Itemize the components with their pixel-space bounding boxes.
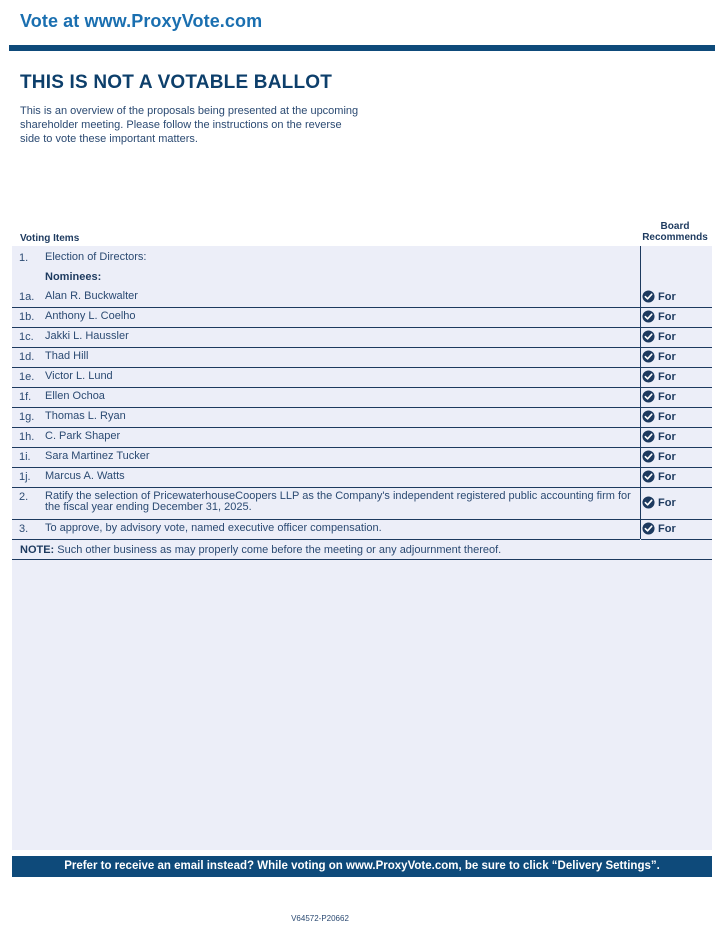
ballot-note — [20, 544, 501, 556]
board-recommendation — [642, 470, 676, 483]
item-number: 1h. — [19, 431, 35, 443]
item-number: 3. — [19, 523, 29, 535]
recommendation-label: For — [658, 522, 676, 535]
nominee-row — [12, 347, 712, 367]
proposal-2-row — [12, 487, 712, 519]
check-circle-icon — [642, 350, 655, 363]
proxyvote-link[interactable]: Vote at www.ProxyVote.com — [20, 11, 263, 31]
recommendation-label: For — [658, 370, 676, 383]
header-rule — [9, 45, 715, 51]
item-text: C. Park Shaper — [45, 430, 121, 442]
item-number: 2. — [19, 491, 29, 503]
nominee-row — [12, 307, 712, 327]
row-rule — [641, 539, 712, 540]
recommendation-label: For — [658, 410, 676, 423]
item-text: Sara Martinez Tucker — [45, 450, 150, 462]
item-text: Alan R. Buckwalter — [45, 290, 138, 302]
item-text: Jakki L. Haussler — [45, 330, 129, 342]
page-title: THIS IS NOT A VOTABLE BALLOT — [20, 72, 333, 93]
item-text: Thomas L. Ryan — [45, 410, 126, 422]
note-label: NOTE: — [20, 544, 55, 556]
board-header-line: Board — [660, 221, 690, 232]
board-recommendation — [642, 350, 676, 363]
item-text: Ratify the selection of PricewaterhouseCoopers LLP as the Company's independent registered public accounting firm for the fiscal year ending December 31, 2025. — [45, 490, 631, 513]
nominee-row — [12, 467, 712, 487]
check-circle-icon — [642, 290, 655, 303]
nominee-row — [12, 407, 712, 427]
item-number: 1b. — [19, 311, 35, 323]
board-recommends-header — [638, 221, 712, 243]
check-circle-icon — [642, 390, 655, 403]
check-circle-icon — [642, 496, 655, 509]
item-number: 1e. — [19, 371, 35, 383]
row-rule — [12, 539, 640, 540]
board-recommendation — [642, 430, 676, 443]
nominee-row — [12, 327, 712, 347]
recommendation-label: For — [658, 450, 676, 463]
recommendation-label: For — [658, 310, 676, 323]
item-number: 1g. — [19, 411, 35, 423]
nominee-row — [12, 287, 712, 307]
item-text: Anthony L. Coelho — [45, 310, 136, 322]
recommendation-label: For — [658, 350, 676, 363]
item-number: 1c. — [19, 331, 34, 343]
item-text: To approve, by advisory vote, named executive officer compensation. — [45, 522, 382, 534]
recommends-header-line: Recommends — [642, 232, 708, 243]
recommendation-label: For — [658, 430, 676, 443]
board-recommendation — [642, 370, 676, 383]
item-number: 1a. — [19, 291, 35, 303]
check-circle-icon — [642, 330, 655, 343]
proposal-text: Election of Directors: — [45, 251, 147, 263]
check-circle-icon — [642, 450, 655, 463]
item-text: Thad Hill — [45, 350, 89, 362]
item-text: Ellen Ochoa — [45, 390, 105, 402]
voting-items-header: Voting Items — [20, 233, 80, 244]
check-circle-icon — [642, 470, 655, 483]
note-rule — [12, 559, 712, 560]
nominee-row — [12, 387, 712, 407]
proposal-number: 1. — [19, 252, 29, 264]
check-circle-icon — [642, 370, 655, 383]
recommendation-label: For — [658, 290, 676, 303]
board-recommendation — [642, 310, 676, 323]
check-circle-icon — [642, 410, 655, 423]
intro-text: This is an overview of the proposals being presented at the upcoming shareholder meeting. Please follow the instructions on the reverse side to vote these important matters. — [20, 105, 359, 145]
recommendation-label: For — [658, 390, 676, 403]
nominee-row — [12, 367, 712, 387]
recommendation-label: For — [658, 470, 676, 483]
check-circle-icon — [642, 430, 655, 443]
recommendation-label: For — [658, 496, 676, 509]
note-text: Such other business as may properly come before the meeting or any adjournment thereof. — [54, 544, 502, 556]
board-recommendation — [642, 390, 676, 403]
item-text: Victor L. Lund — [45, 370, 113, 382]
nominee-row — [12, 447, 712, 467]
item-number: 1d. — [19, 351, 35, 363]
item-number: 1j. — [19, 471, 31, 483]
job-code: V64572-P20662 — [291, 914, 349, 923]
item-text: Marcus A. Watts — [45, 470, 125, 482]
nominees-label: Nominees: — [45, 271, 102, 283]
proposal-3-row — [12, 519, 712, 539]
board-recommendation — [642, 496, 676, 509]
item-number: 1i. — [19, 451, 31, 463]
item-number: 1f. — [19, 391, 32, 403]
board-recommendation — [642, 290, 676, 303]
board-recommendation — [642, 410, 676, 423]
recommendation-label: For — [658, 330, 676, 343]
board-recommendation — [642, 330, 676, 343]
delivery-settings-banner: Prefer to receive an email instead? While voting on www.ProxyVote.com, be sure to click “Delivery Settings”. — [12, 856, 712, 877]
check-circle-icon — [642, 522, 655, 535]
nominee-row — [12, 427, 712, 447]
check-circle-icon — [642, 310, 655, 323]
board-recommendation — [642, 450, 676, 463]
board-recommendation — [642, 522, 676, 535]
